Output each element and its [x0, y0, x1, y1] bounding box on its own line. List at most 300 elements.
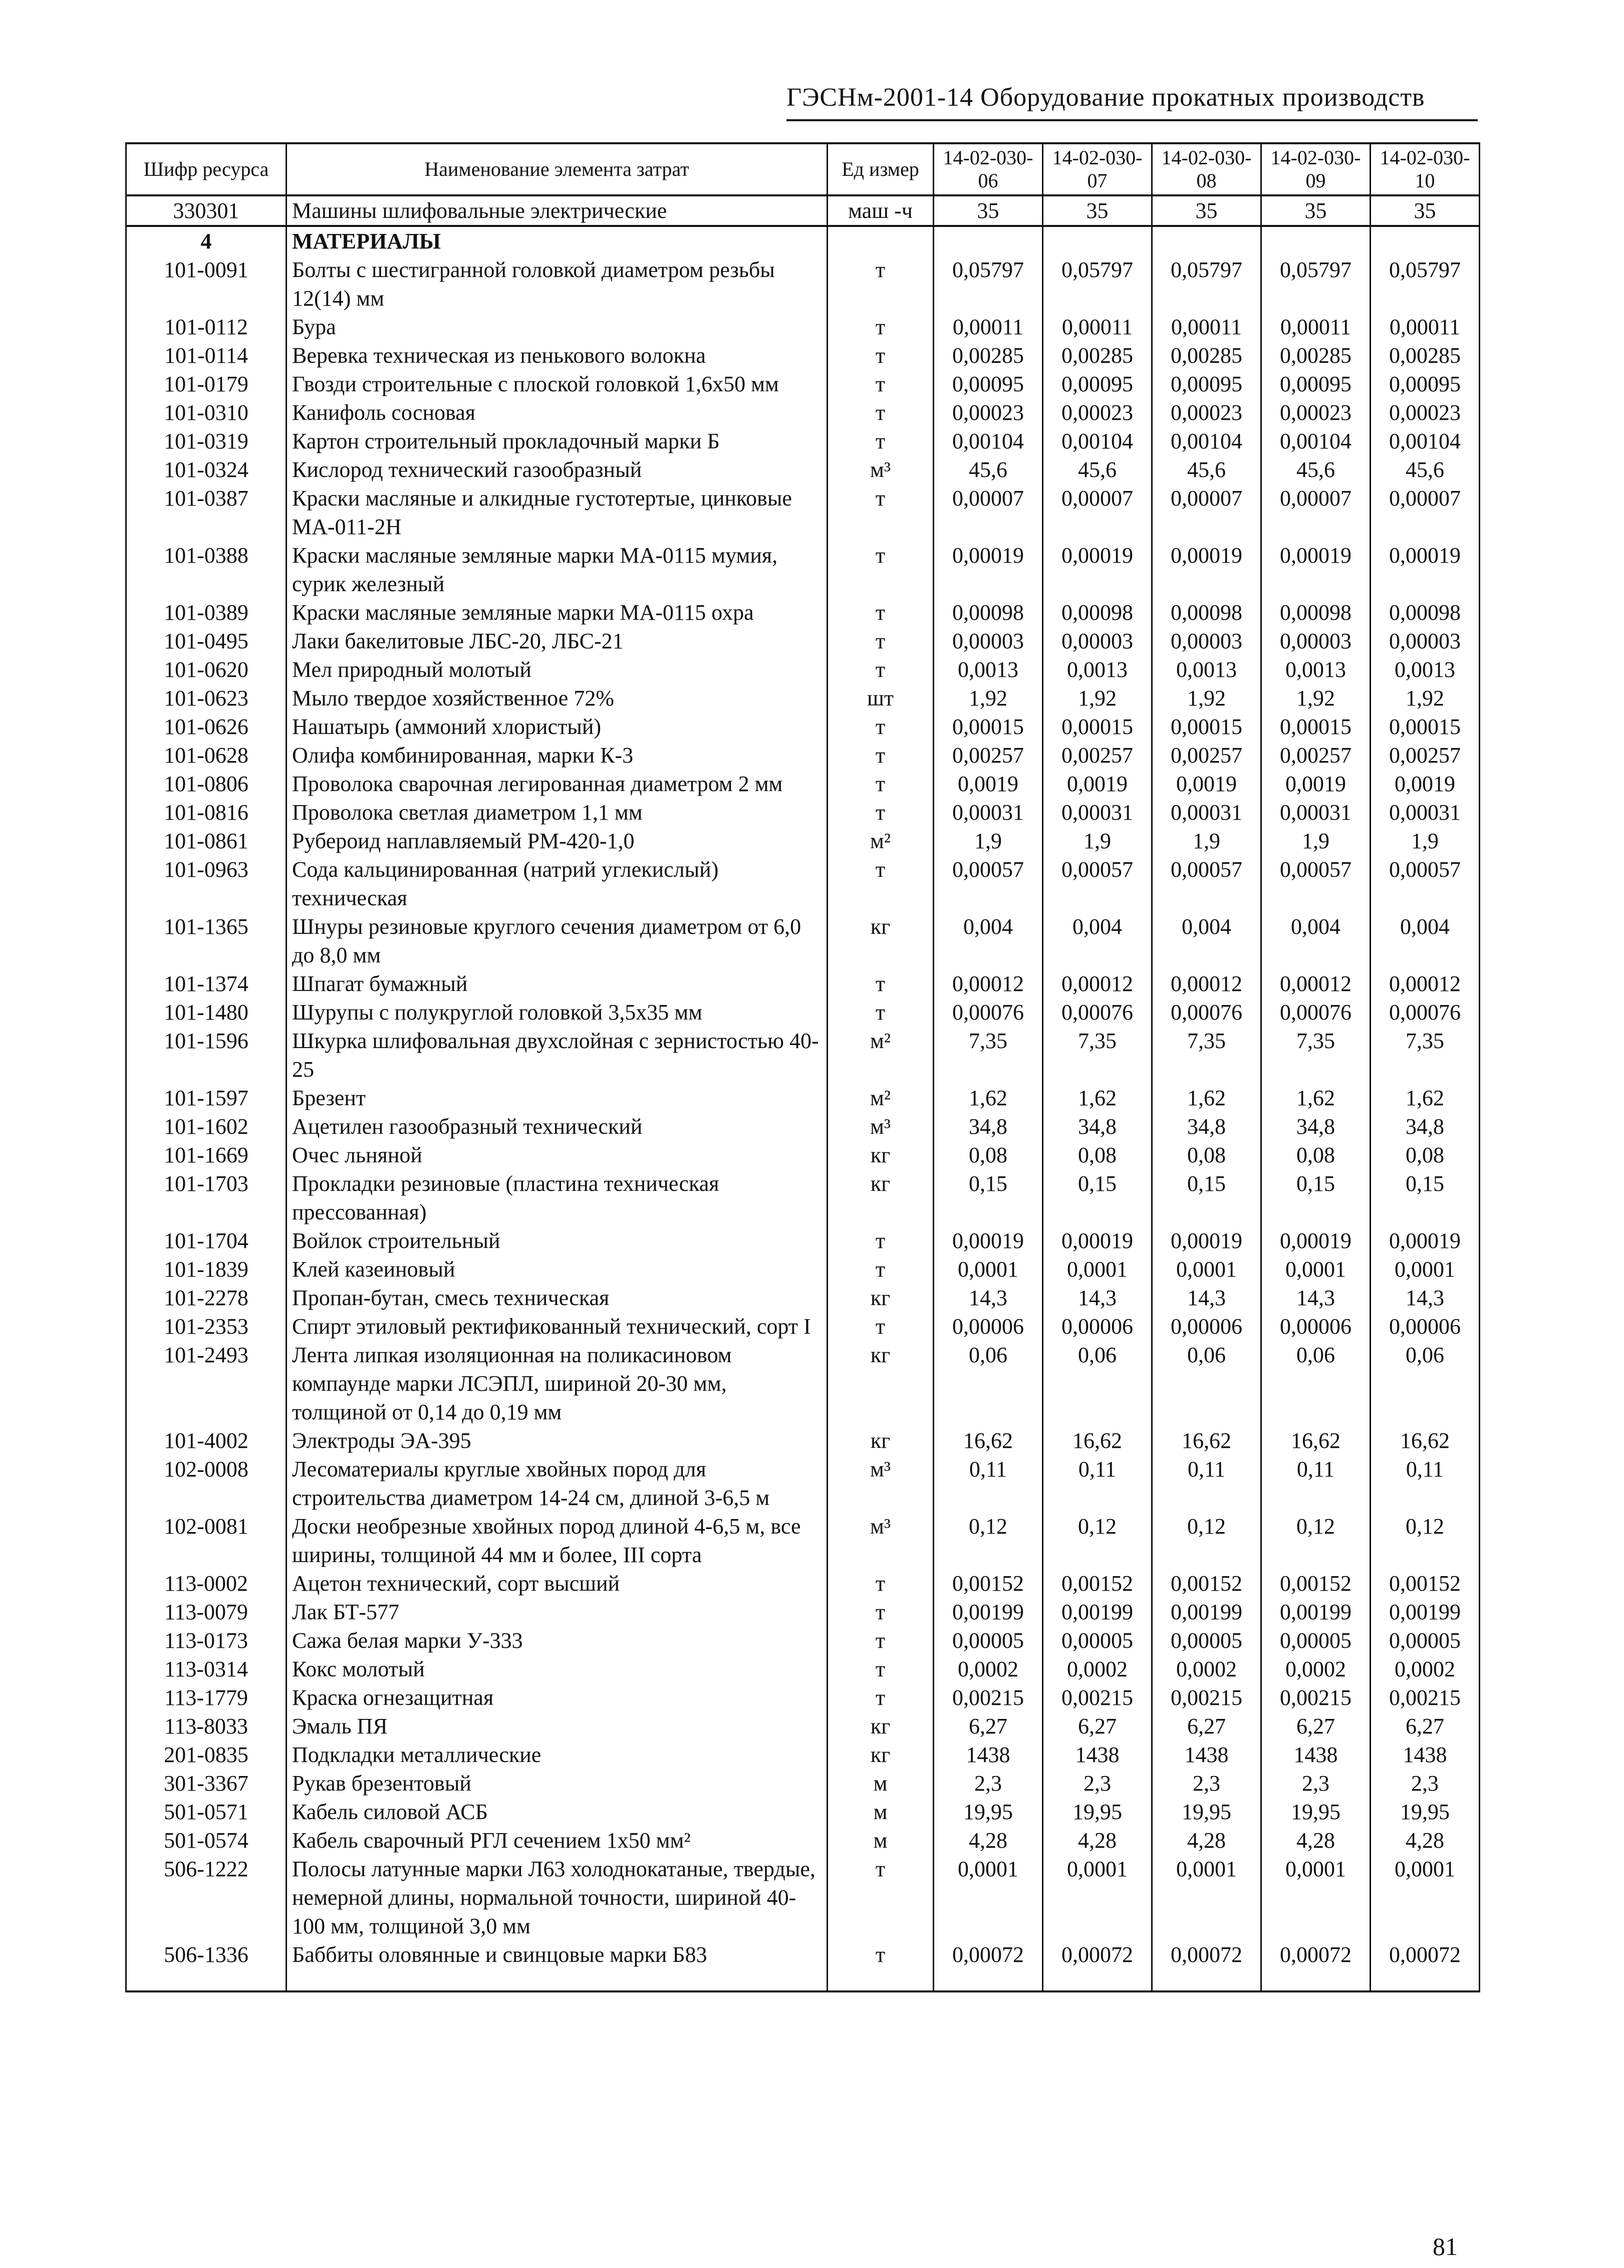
cell-name: Машины шлифовальные электрические [287, 195, 828, 226]
cell-value: 45,6 [934, 455, 1043, 484]
cell-value: 6,27 [1043, 1712, 1152, 1740]
cell-name: Картон строительный прокладочный марки Б [287, 427, 828, 455]
cell-value: 0,00257 [1152, 741, 1261, 770]
cell-name: Рубероид наплавляемый РМ-420-1,0 [287, 827, 828, 855]
cell-code: 101-0495 [126, 627, 287, 655]
table-row [126, 1598, 1480, 1626]
table-row [126, 1169, 1480, 1226]
cell-value: 14,3 [1043, 1284, 1152, 1312]
cell-value: 1438 [1043, 1740, 1152, 1769]
cell-unit: м [828, 1769, 934, 1798]
cell-value: 0,00098 [934, 598, 1043, 627]
cell-value: 1,9 [1043, 827, 1152, 855]
table-row [126, 998, 1480, 1027]
cell-name: Веревка техническая из пенькового волокна [287, 341, 828, 370]
cell-value: 14,3 [1261, 1284, 1371, 1312]
cell-name: Канифоль сосновая [287, 398, 828, 427]
table-row [126, 855, 1480, 912]
cell-name: Болты с шестигранной головкой диаметром резьбы 12(14) мм [287, 256, 828, 313]
cell-value: 34,8 [1371, 1112, 1480, 1141]
cell-value: 0,0001 [934, 1255, 1043, 1284]
cell-value: 0,00098 [1152, 598, 1261, 627]
cell-unit: кг [828, 1341, 934, 1426]
cell-value: 0,00215 [1152, 1683, 1261, 1712]
cell-value: 0,0002 [1371, 1655, 1480, 1683]
cell-value: 7,35 [1371, 1027, 1480, 1084]
cell-name: Ацетон технический, сорт высший [287, 1569, 828, 1598]
cell-code: 101-0861 [126, 827, 287, 855]
table-row [126, 484, 1480, 541]
cell-value: 16,62 [934, 1426, 1043, 1455]
cell-value: 7,35 [1261, 1027, 1371, 1084]
cell-value: 0,00095 [934, 370, 1043, 398]
table-row [126, 1798, 1480, 1826]
cell-value: 1438 [1152, 1740, 1261, 1769]
cell-code: 101-0620 [126, 655, 287, 684]
cell-value: 0,0002 [1261, 1655, 1371, 1683]
table-row [126, 712, 1480, 741]
cell-unit: т [828, 655, 934, 684]
cell-value: 0,00023 [1371, 398, 1480, 427]
cell-name: Гвозди строительные с плоской головкой 1,6х50 мм [287, 370, 828, 398]
cell-unit: м² [828, 1084, 934, 1112]
cell-name: Краска огнезащитная [287, 1683, 828, 1712]
cell-value: 0,00104 [1261, 427, 1371, 455]
cell-name: Шпагат бумажный [287, 969, 828, 998]
cell-value: 16,62 [1152, 1426, 1261, 1455]
cell-name: Нашатырь (аммоний хлористый) [287, 712, 828, 741]
cell-value: 0,00285 [1261, 341, 1371, 370]
cell-value: 2,3 [1371, 1769, 1480, 1798]
cell-unit: т [828, 1683, 934, 1712]
cell-name: Клей казеиновый [287, 1255, 828, 1284]
cell-value: 0,004 [934, 912, 1043, 969]
cell-code: 501-0571 [126, 1798, 287, 1826]
cell-value: 0,0001 [1043, 1855, 1152, 1940]
cell-code: 201-0835 [126, 1740, 287, 1769]
cell-name: Шурупы с полукруглой головкой 3,5х35 мм [287, 998, 828, 1027]
cell-value: 0,00005 [1261, 1626, 1371, 1655]
cell-value: 0,08 [1152, 1141, 1261, 1169]
table-row [126, 256, 1480, 313]
cell-unit: м³ [828, 455, 934, 484]
cell-value: 7,35 [1152, 1027, 1261, 1084]
cell-value: 0,0019 [1043, 770, 1152, 798]
cell-value: 0,12 [1043, 1512, 1152, 1569]
cell-value: 0,00072 [1152, 1940, 1261, 1991]
cell-value: 0,00072 [1371, 1940, 1480, 1991]
cell-name: Проволока сварочная легированная диаметром 2 мм [287, 770, 828, 798]
cell-value: 0,00152 [934, 1569, 1043, 1598]
cell-code: 101-0806 [126, 770, 287, 798]
cell-value: 0,05797 [1152, 256, 1261, 313]
cell-value: 0,00011 [1371, 313, 1480, 341]
cell-value: 34,8 [934, 1112, 1043, 1141]
cell-value: 0,00285 [1371, 341, 1480, 370]
cell-value: 0,00023 [1152, 398, 1261, 427]
cell-unit: т [828, 427, 934, 455]
cell-code: 101-0963 [126, 855, 287, 912]
table-row [126, 1455, 1480, 1512]
cell-code: 501-0574 [126, 1826, 287, 1855]
cell-value: 0,00023 [934, 398, 1043, 427]
cell-value: 0,00012 [1043, 969, 1152, 998]
cell-unit: т [828, 712, 934, 741]
cell-value: 0,00098 [1371, 598, 1480, 627]
cell-unit: т [828, 1626, 934, 1655]
cell-value: 1,62 [1371, 1084, 1480, 1112]
cell-value: 0,00285 [934, 341, 1043, 370]
cell-value: 0,11 [1043, 1455, 1152, 1512]
cell-code: 101-0816 [126, 798, 287, 827]
table-row [126, 655, 1480, 684]
cell-code: 101-0179 [126, 370, 287, 398]
cell-value: 1,62 [1152, 1084, 1261, 1112]
cell-unit: кг [828, 1426, 934, 1455]
cell-value: 0,00003 [1043, 627, 1152, 655]
cell-value: 1,62 [1261, 1084, 1371, 1112]
cell-value: 35 [1371, 195, 1480, 226]
cell-value: 0,00076 [1152, 998, 1261, 1027]
table-row [126, 827, 1480, 855]
cell-code: 101-0112 [126, 313, 287, 341]
cell-value: 0,00095 [1043, 370, 1152, 398]
cell-value: 0,0013 [1261, 655, 1371, 684]
cell-value: 45,6 [1261, 455, 1371, 484]
cell-code: 101-1365 [126, 912, 287, 969]
cell-value: 0,00152 [1043, 1569, 1152, 1598]
table-row [126, 912, 1480, 969]
cell-value: 0,0019 [1371, 770, 1480, 798]
cell-unit: т [828, 1226, 934, 1255]
cell-code: 101-0628 [126, 741, 287, 770]
cell-value: 14,3 [934, 1284, 1043, 1312]
cell-value: 0,12 [934, 1512, 1043, 1569]
cell-value: 0,00007 [1043, 484, 1152, 541]
cell-value: 7,35 [1043, 1027, 1152, 1084]
cell-value: 0,00057 [1371, 855, 1480, 912]
cell-value: 45,6 [1371, 455, 1480, 484]
machine-row [126, 195, 1480, 226]
cell-value: 0,00057 [934, 855, 1043, 912]
cell-value: 2,3 [1043, 1769, 1152, 1798]
cell-value: 0,00076 [1371, 998, 1480, 1027]
cell-unit: т [828, 798, 934, 827]
cell-value: 0,00011 [1152, 313, 1261, 341]
cell-code: 113-0079 [126, 1598, 287, 1626]
cell-value: 0,00003 [1371, 627, 1480, 655]
cell-value: 0,00012 [1261, 969, 1371, 998]
cell-value: 0,08 [934, 1141, 1043, 1169]
cell-value: 0,00104 [1371, 427, 1480, 455]
cell-value: 0,06 [934, 1341, 1043, 1426]
cell-value: 0,00072 [1261, 1940, 1371, 1991]
cell-value: 0,00098 [1261, 598, 1371, 627]
cell-value: 1,92 [1043, 684, 1152, 712]
cell-value: 7,35 [934, 1027, 1043, 1084]
cell-code: 101-1597 [126, 1084, 287, 1112]
cell-code: 101-0324 [126, 455, 287, 484]
table-row [126, 1855, 1480, 1940]
section-row [126, 226, 1480, 256]
cell-value: 0,0019 [1261, 770, 1371, 798]
column-header-v5: 14-02-030-10 [1371, 143, 1480, 195]
cell-unit: т [828, 256, 934, 313]
cell-value: 0,0013 [1152, 655, 1261, 684]
cell-value: 0,11 [1152, 1455, 1261, 1512]
cell-value: 0,00076 [934, 998, 1043, 1027]
cell-value: 0,00019 [934, 1226, 1043, 1255]
column-header-v3: 14-02-030-08 [1152, 143, 1261, 195]
cell-code: 101-0091 [126, 256, 287, 313]
table-row [126, 798, 1480, 827]
cell-value: 19,95 [1152, 1798, 1261, 1826]
table-row [126, 1284, 1480, 1312]
cell-value: 1,9 [1152, 827, 1261, 855]
cell-value: 0,0013 [1371, 655, 1480, 684]
column-header-v2: 14-02-030-07 [1043, 143, 1152, 195]
cell-value: 0,00019 [1371, 1226, 1480, 1255]
cell-unit: т [828, 541, 934, 598]
cell-unit: т [828, 313, 934, 341]
cell-value: 0,15 [1261, 1169, 1371, 1226]
cell-value: 6,27 [934, 1712, 1043, 1740]
cell-code: 101-0388 [126, 541, 287, 598]
header-underline [786, 119, 1478, 121]
cell-code: 506-1336 [126, 1940, 287, 1991]
cell-value: 0,0013 [934, 655, 1043, 684]
cell-name: Кислород технический газообразный [287, 455, 828, 484]
cell-value: 0,00019 [1043, 1226, 1152, 1255]
cell-unit: т [828, 969, 934, 998]
cell-code: 102-0081 [126, 1512, 287, 1569]
cell-value: 0,00199 [1371, 1598, 1480, 1626]
cell-code: 101-0319 [126, 427, 287, 455]
cell-name: Ацетилен газообразный технический [287, 1112, 828, 1141]
cell-value: 45,6 [1152, 455, 1261, 484]
cell-value: 0,004 [1043, 912, 1152, 969]
cell-value: 0,00019 [1261, 1226, 1371, 1255]
cell-value: 0,15 [1371, 1169, 1480, 1226]
table-row [126, 1141, 1480, 1169]
cell-code: 101-0389 [126, 598, 287, 627]
table-header-row [126, 143, 1480, 195]
table-row [126, 427, 1480, 455]
cell-unit: т [828, 1655, 934, 1683]
cell-unit: т [828, 598, 934, 627]
cell-code: 101-2493 [126, 1341, 287, 1426]
column-header-code: Шифр ресурса [126, 143, 287, 195]
cell-value: 0,00098 [1043, 598, 1152, 627]
cell-value: 0,00072 [934, 1940, 1043, 1991]
table-row [126, 684, 1480, 712]
cell-value: 35 [1152, 195, 1261, 226]
cell-code: 101-4002 [126, 1426, 287, 1455]
cell-value: 0,00006 [1371, 1312, 1480, 1341]
cell-value: 0,00023 [1043, 398, 1152, 427]
cell-unit: т [828, 998, 934, 1027]
cell-name: Кабель сварочный РГЛ сечением 1х50 мм² [287, 1826, 828, 1855]
table-row [126, 741, 1480, 770]
cell-value: 0,00152 [1261, 1569, 1371, 1598]
table-row [126, 398, 1480, 427]
cell-value: 0,0001 [1261, 1255, 1371, 1284]
cell-code: 101-1596 [126, 1027, 287, 1084]
cell-value: 0,00257 [934, 741, 1043, 770]
cell-name: Шкурка шлифовальная двухслойная с зернистостью 40-25 [287, 1027, 828, 1084]
section-title: МАТЕРИАЛЫ [287, 226, 828, 256]
cell-unit: м³ [828, 1455, 934, 1512]
column-header-name: Наименование элемента затрат [287, 143, 828, 195]
cell-value: 0,00005 [1152, 1626, 1261, 1655]
table-row [126, 1084, 1480, 1112]
cell-name: Мел природный молотый [287, 655, 828, 684]
cell-unit: м [828, 1798, 934, 1826]
column-header-unit: Ед измер [828, 143, 934, 195]
cell-code: 101-0114 [126, 341, 287, 370]
cell-code: 102-0008 [126, 1455, 287, 1512]
cell-value: 6,27 [1371, 1712, 1480, 1740]
cell-name: Эмаль ПЯ [287, 1712, 828, 1740]
cell-name: Лаки бакелитовые ЛБС-20, ЛБС-21 [287, 627, 828, 655]
cell-value: 0,11 [1261, 1455, 1371, 1512]
cell-value: 1,9 [1371, 827, 1480, 855]
cell-value: 0,15 [1043, 1169, 1152, 1226]
cell-value: 0,0002 [1043, 1655, 1152, 1683]
cell-value: 0,06 [1043, 1341, 1152, 1426]
cell-value: 0,00257 [1261, 741, 1371, 770]
cell-value: 34,8 [1152, 1112, 1261, 1141]
cell-value: 1,62 [1043, 1084, 1152, 1112]
cell-code: 506-1222 [126, 1855, 287, 1940]
cell-value: 0,00199 [934, 1598, 1043, 1626]
cell-value: 0,00006 [1043, 1312, 1152, 1341]
cell-unit: т [828, 484, 934, 541]
cell-value: 0,00104 [1152, 427, 1261, 455]
cell-value: 0,15 [1152, 1169, 1261, 1226]
cell-value: 0,08 [1371, 1141, 1480, 1169]
cell-unit: т [828, 1569, 934, 1598]
cell-value: 1,9 [1261, 827, 1371, 855]
cell-value: 1,62 [934, 1084, 1043, 1112]
cell-code: 113-1779 [126, 1683, 287, 1712]
cell-unit: т [828, 770, 934, 798]
table-row [126, 1769, 1480, 1798]
cell-value: 0,00015 [1152, 712, 1261, 741]
cell-value: 1438 [1371, 1740, 1480, 1769]
cell-name: Доски необрезные хвойных пород длиной 4-6,5 м, все ширины, толщиной 44 мм и более, III сорта [287, 1512, 828, 1569]
cell-value: 4,28 [1043, 1826, 1152, 1855]
table-row [126, 341, 1480, 370]
cell-value: 0,00015 [1371, 712, 1480, 741]
cell-name: Пропан-бутан, смесь техническая [287, 1284, 828, 1312]
cell-code: 101-0310 [126, 398, 287, 427]
cell-value: 0,0019 [1152, 770, 1261, 798]
cell-value: 0,00015 [1043, 712, 1152, 741]
cell-value: 0,00011 [934, 313, 1043, 341]
cell-value: 0,00257 [1371, 741, 1480, 770]
cell-value: 0,11 [934, 1455, 1043, 1512]
table-row [126, 541, 1480, 598]
cell-value: 0,00095 [1261, 370, 1371, 398]
cell-value: 0,0001 [1371, 1255, 1480, 1284]
table-row [126, 455, 1480, 484]
cell-value: 0,00152 [1152, 1569, 1261, 1598]
cell-unit: шт [828, 684, 934, 712]
cell-value: 35 [1261, 195, 1371, 226]
cell-name: Бура [287, 313, 828, 341]
cell-unit: кг [828, 912, 934, 969]
cell-value: 35 [934, 195, 1043, 226]
cell-value: 0,08 [1261, 1141, 1371, 1169]
table-row [126, 1626, 1480, 1655]
cell-unit: т [828, 1598, 934, 1626]
cell-value: 0,00015 [934, 712, 1043, 741]
cell-value: 6,27 [1152, 1712, 1261, 1740]
cell-value: 0,00007 [1261, 484, 1371, 541]
cell-value: 0,00215 [934, 1683, 1043, 1712]
table-row [126, 313, 1480, 341]
cell-value: 0,00076 [1261, 998, 1371, 1027]
cell-code: 101-1839 [126, 1255, 287, 1284]
cell-name: Сода кальцинированная (натрий углекислый) техническая [287, 855, 828, 912]
cell-unit: кг [828, 1284, 934, 1312]
cell-value: 0,12 [1261, 1512, 1371, 1569]
cell-value: 1,92 [1152, 684, 1261, 712]
cell-value: 2,3 [1261, 1769, 1371, 1798]
table-row [126, 770, 1480, 798]
cell-unit: т [828, 741, 934, 770]
cell-value: 0,00095 [1371, 370, 1480, 398]
cell-value: 0,12 [1371, 1512, 1480, 1569]
cell-name: Лак БТ-577 [287, 1598, 828, 1626]
cell-name: Мыло твердое хозяйственное 72% [287, 684, 828, 712]
cell-unit: кг [828, 1740, 934, 1769]
cell-unit: кг [828, 1169, 934, 1226]
cell-value: 0,00019 [1152, 1226, 1261, 1255]
table-row [126, 370, 1480, 398]
cell-unit: т [828, 370, 934, 398]
table-row [126, 969, 1480, 998]
cell-value: 0,00011 [1261, 313, 1371, 341]
cell-value: 35 [1043, 195, 1152, 226]
cell-unit: маш -ч [828, 195, 934, 226]
cell-value: 0,00057 [1152, 855, 1261, 912]
cell-value: 0,06 [1261, 1341, 1371, 1426]
table-row [126, 598, 1480, 627]
cell-value: 6,27 [1261, 1712, 1371, 1740]
cell-value: 0,0019 [934, 770, 1043, 798]
cell-name: Кабель силовой АСБ [287, 1798, 828, 1826]
cell-code: 101-1669 [126, 1141, 287, 1169]
cell-name: Баббиты оловянные и свинцовые марки Б83 [287, 1940, 828, 1991]
cell-value: 0,0001 [1043, 1255, 1152, 1284]
cell-value: 0,00003 [1261, 627, 1371, 655]
cell-value: 0,00031 [1152, 798, 1261, 827]
cell-value: 0,00285 [1043, 341, 1152, 370]
cell-value: 16,62 [1043, 1426, 1152, 1455]
cell-unit: м³ [828, 1512, 934, 1569]
cell-value: 0,00011 [1043, 313, 1152, 341]
cell-value: 0,00012 [1371, 969, 1480, 998]
cell-value: 14,3 [1152, 1284, 1261, 1312]
cell-value: 0,00257 [1043, 741, 1152, 770]
cell-value: 0,00285 [1152, 341, 1261, 370]
cell-code: 301-3367 [126, 1769, 287, 1798]
cell-value: 0,00007 [934, 484, 1043, 541]
cell-value: 0,06 [1371, 1341, 1480, 1426]
table-row [126, 1569, 1480, 1598]
